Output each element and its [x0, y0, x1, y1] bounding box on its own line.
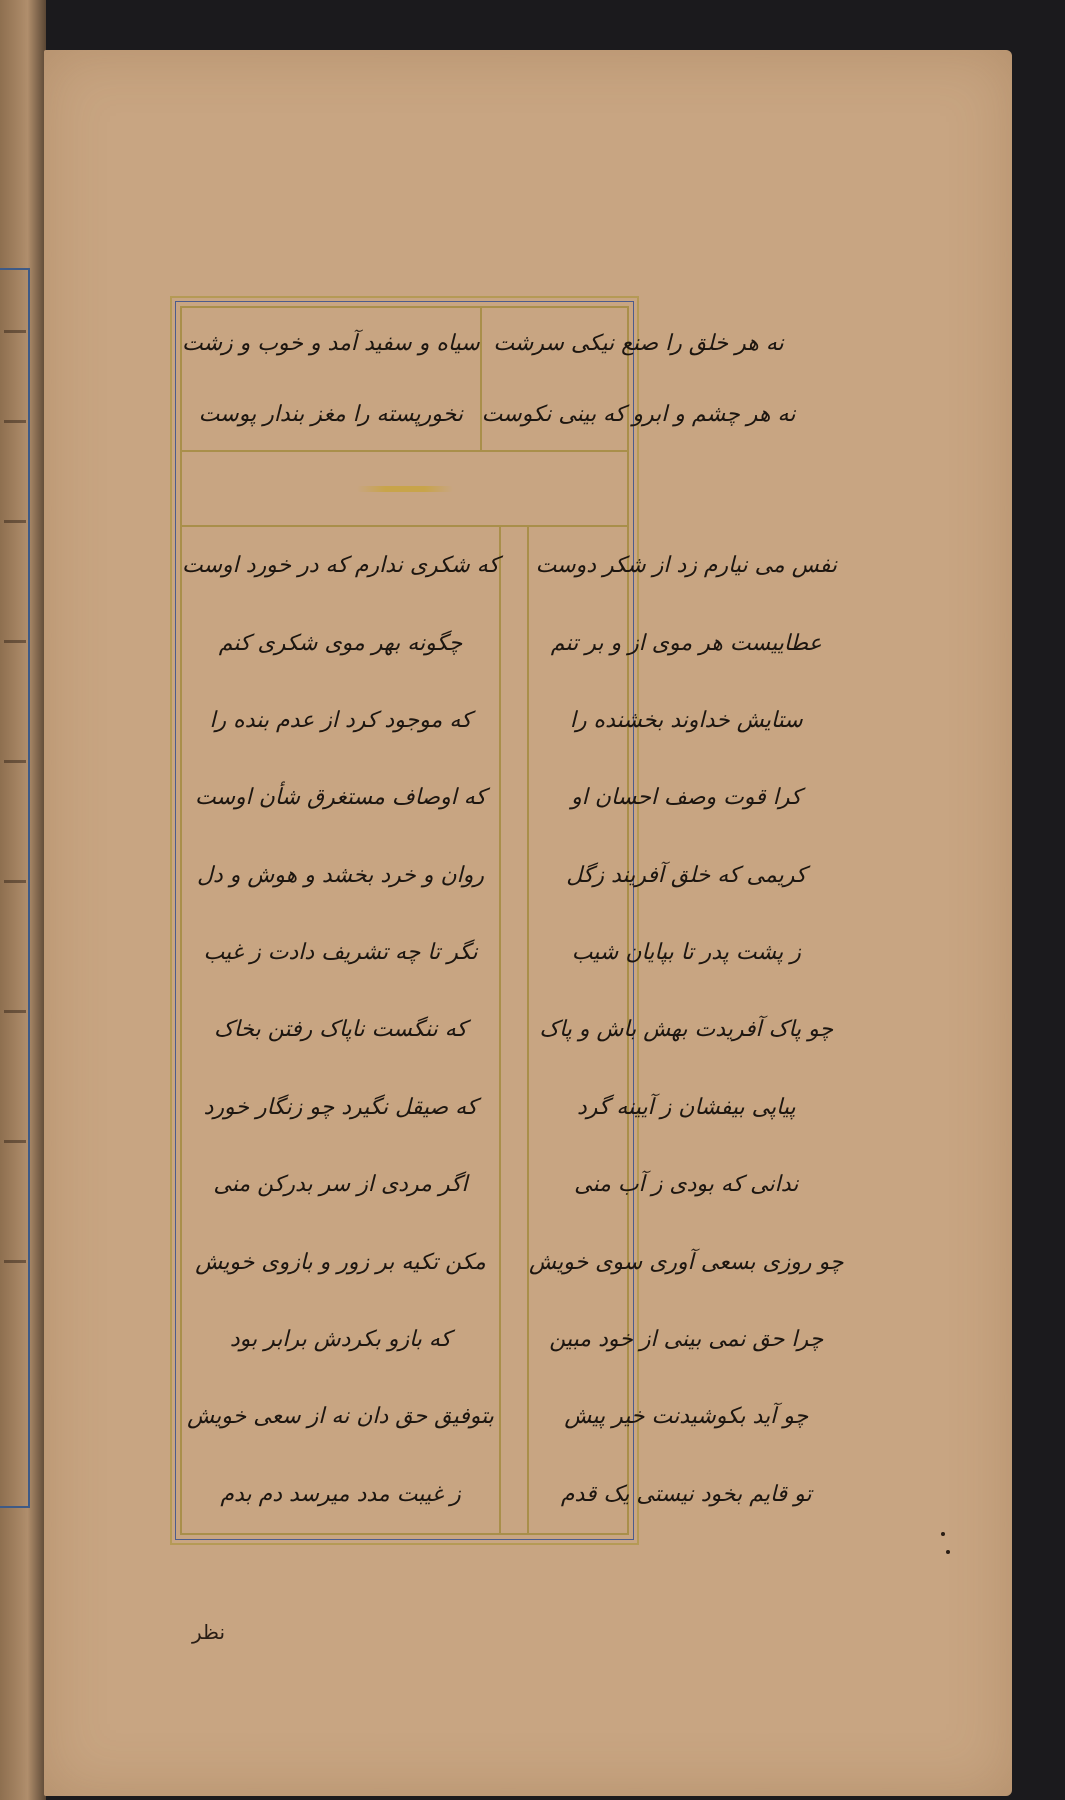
verse-line: اگر مردی از سر بدرکن منی [213, 1172, 468, 1198]
verse-line: نگر تا چه تشریف دادت ز غیب [203, 940, 478, 966]
main-verse-panel [182, 527, 844, 1533]
verse-line: چرا حق نمی بینی از خود مبین [549, 1326, 824, 1352]
previous-page-ink [4, 330, 26, 333]
top-left-column [182, 308, 482, 450]
verse-line: که صیقل نگیرد چو زنگار خورد [203, 1094, 478, 1120]
previous-page-frame [0, 268, 30, 1508]
verse-line: که شکری ندارم که در خورد اوست [182, 553, 500, 579]
verse-line: کریمی که خلق آفریند زگل [566, 862, 807, 888]
main-left-column [182, 527, 499, 1533]
verse-line: ندانی که بودی ز آب منی [574, 1172, 799, 1198]
verse-line: چو روزی بسعی آوری سوی خویش [529, 1249, 844, 1275]
verse-line: ستایش خداوند بخشنده را [569, 707, 803, 733]
text-block-inner [180, 306, 844, 1535]
verse-line: تو قایم بخود نیستی یک قدم [560, 1481, 812, 1507]
previous-page-edge [0, 0, 46, 1800]
previous-page-ink [4, 1260, 26, 1263]
column-gutter [499, 527, 529, 1533]
verse-line: ز پشت پدر تا بپایان شیب [571, 940, 801, 966]
previous-page-ink [4, 1140, 26, 1143]
verse-line: سیاه و سفید آمد و خوب و زشت [182, 331, 480, 356]
verse-line: نه هر خلق را صنع نیکی سرشت [493, 331, 784, 356]
previous-page-ink [4, 420, 26, 423]
verse-line: چو پاک آفریدت بهش باش و پاک [539, 1017, 834, 1043]
verse-line: که اوصاف مستغرق شأن اوست [194, 785, 487, 811]
ink-speck [946, 1550, 950, 1554]
main-right-column [529, 527, 843, 1533]
text-block-frame [170, 296, 844, 1545]
verse-line: که ننگست ناپاک رفتن بخاک [214, 1017, 467, 1043]
verse-line: روان و خرد بخشد و هوش و دل [197, 862, 485, 888]
verse-line: پیاپی بیفشان ز آیینه گرد [576, 1094, 796, 1120]
illuminated-divider [182, 452, 627, 527]
gold-ornament-icon [357, 486, 453, 492]
verse-line: مکن تکیه بر زور و بازوی خویش [195, 1249, 486, 1275]
verse-line: که بازو بکردش برابر بود [229, 1326, 452, 1352]
previous-page-ink [4, 520, 26, 523]
ink-speck [941, 1532, 945, 1536]
previous-page-ink [4, 880, 26, 883]
previous-page-ink [4, 760, 26, 763]
verse-line: چگونه بهر موی شکری کنم [218, 630, 463, 656]
verse-line: ز غیبت مدد میرسد دم بدم [220, 1481, 461, 1507]
top-verse-panel [182, 308, 796, 452]
verse-line: عطاییست هر موی از و بر تنم [550, 630, 822, 656]
top-right-column [482, 308, 796, 450]
catchword: نظر [192, 1620, 226, 1644]
verse-line: نخورپسته را مغز بندار پوست [198, 402, 463, 427]
verse-line: بتوفیق حق دان نه از سعی خویش [187, 1404, 494, 1430]
verse-line: کرا قوت وصف احسان او [571, 785, 802, 811]
manuscript-page [44, 50, 1012, 1796]
previous-page-ink [4, 640, 26, 643]
verse-line: نه هر چشم و ابرو که بینی نکوست [481, 402, 796, 427]
verse-line: که موجود کرد از عدم بنده را [209, 707, 472, 733]
verse-line: نفس می نیارم زد از شکر دوست [535, 553, 837, 579]
verse-line: چو آید بکوشیدنت خیر پیش [564, 1404, 809, 1430]
previous-page-ink [4, 1010, 26, 1013]
